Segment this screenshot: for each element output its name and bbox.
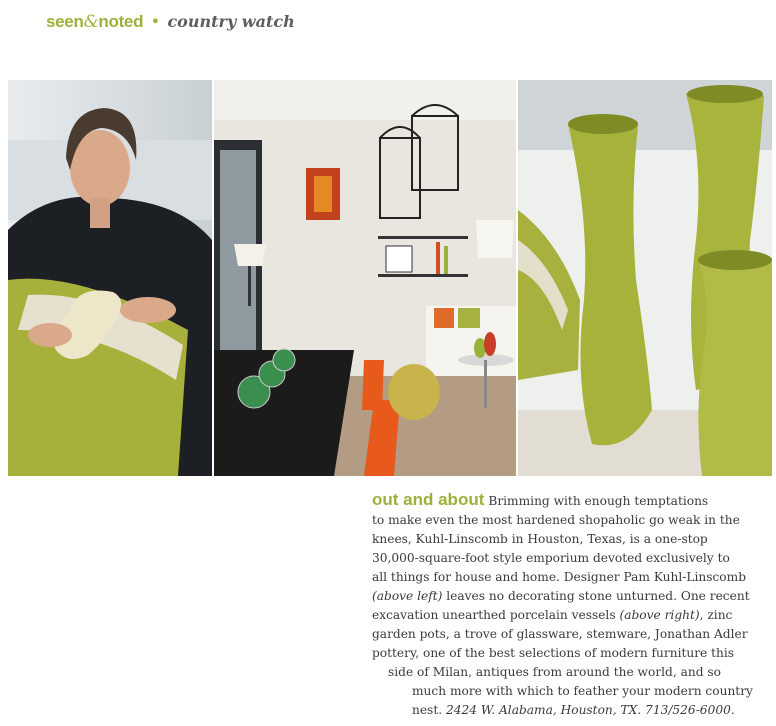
article-headline: out and about — [372, 490, 485, 509]
article-line: knees, Kuhl-Linscomb in Houston, Texas, is a one-stop — [372, 532, 708, 546]
header-separator: • — [150, 12, 161, 31]
article-line: much more with which to feather your modern country — [412, 684, 753, 698]
photo-store-interior — [214, 80, 516, 476]
article-line: , zinc — [699, 608, 733, 622]
article-line: side of Milan, antiques from around the world, and so — [388, 665, 721, 679]
caption-above-left: (above left) — [372, 589, 443, 603]
photo-designer — [8, 80, 212, 476]
photo-porcelain-vessels — [518, 80, 772, 476]
article-line: 30,000-square-foot style emporium devoted exclusively to — [372, 551, 730, 565]
article-line: Brimming with enough temptations — [488, 494, 709, 508]
article-line: to make even the most hardened shopaholic go weak in the — [372, 513, 740, 527]
article-line: nest. — [412, 703, 443, 717]
article-line: garden pots, a trove of glassware, stemware, Jonathan Adler — [372, 627, 748, 641]
section-title: country watch — [167, 12, 295, 31]
article-body — [372, 490, 753, 720]
article-line: pottery, one of the best selections of modern furniture this — [372, 646, 735, 660]
article-line: all things for house and home. Designer Pam Kuhl-Linscomb — [372, 570, 746, 584]
page-header — [46, 12, 295, 32]
article-line: excavation unearthed porcelain vessels — [372, 608, 616, 622]
caption-above-right: (above right) — [619, 608, 700, 622]
store-address: 2424 W. Alabama, Houston, TX. 713/526-6000. — [445, 703, 735, 717]
brand-logo: seen&noted — [46, 12, 144, 32]
article-line: leaves no decorating stone unturned. One recent — [446, 589, 750, 603]
